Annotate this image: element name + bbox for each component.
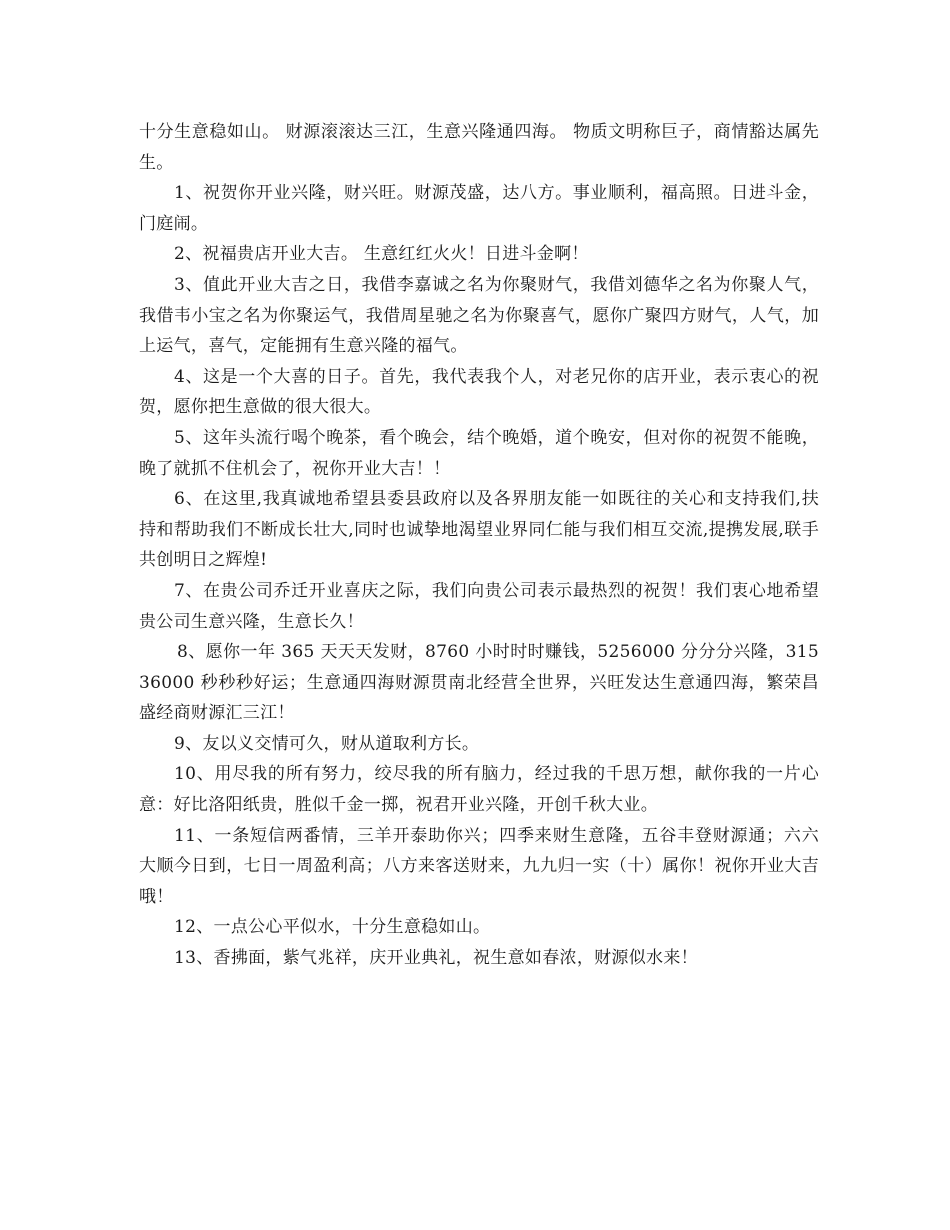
list-item-3: 3、值此开业大吉之日，我借李嘉诚之名为你聚财气，我借刘德华之名为你聚人气，我借韦小宝之名为你聚运气，我借周星驰之名为你聚喜气，愿你广聚四方财气，人气，加上运气，喜气，定能拥有生意兴隆的福气。	[139, 274, 819, 357]
paragraph-continuation: 十分生意稳如山。 财源滚滚达三江，生意兴隆通四海。 物质文明称巨子，商情豁达属先生。	[139, 122, 819, 173]
list-item-5: 5、这年头流行喝个晚茶，看个晚会，结个晚婚，道个晚安，但对你的祝贺不能晚，晚了就抓不住机会了，祝你开业大吉！！	[139, 427, 819, 479]
list-item-13: 13、香拂面，紫气兆祥，庆开业典礼，祝生意如春浓，财源似水来！	[174, 948, 698, 969]
list-item-10: 10、用尽我的所有努力，绞尽我的所有脑力，经过我的千思万想，献你我的一片心意：好比洛阳纸贵，胜似千金一掷，祝君开业兴隆，开创千秋大业。	[139, 764, 819, 816]
list-item-9: 9、友以义交情可久，财从道取利方长。	[174, 733, 480, 754]
list-item-2: 2、祝福贵店开业大吉。 生意红红火火！日进斗金啊！	[174, 244, 589, 265]
list-item-4: 4、这是一个大喜的日子。首先，我代表我个人，对老兄你的店开业，表示衷心的祝贺，愿你把生意做的很大很大。	[139, 366, 819, 418]
list-item-7: 7、在贵公司乔迁开业喜庆之际，我们向贵公司表示最热烈的祝贺！我们衷心地希望贵公司生意兴隆，生意长久！	[139, 580, 819, 632]
list-item-8: 8、愿你一年 365 天天天发财，8760 小时时时赚钱，5256000 分分分兴隆，31536000 秒秒秒好运；生意通四海财源贯南北经营全世界，兴旺发达生意通四海，繁荣昌盛经商财源汇三江！	[139, 642, 819, 724]
list-item-12: 12、一点公心平似水，十分生意稳如山。	[174, 917, 491, 938]
list-item-6: 6、在这里,我真诚地希望县委县政府以及各界朋友能一如既往的关心和支持我们,扶持和帮助我们不断成长壮大,同时也诚挚地渴望业界同仁能与我们相互交流,提携发展,联手共创明日之辉煌!	[139, 489, 819, 571]
list-item-1: 1、祝贺你开业兴隆，财兴旺。财源茂盛，达八方。事业顺利，福高照。日进斗金，门庭闹。	[139, 183, 819, 234]
document-body	[139, 117, 819, 974]
list-item-11: 11、一条短信两番情，三羊开泰助你兴；四季来财生意隆，五谷丰登财源通；六六大顺今日到，七日一周盈利高；八方来客送财来，九九归一实（十）属你！祝你开业大吉哦！	[139, 825, 819, 907]
